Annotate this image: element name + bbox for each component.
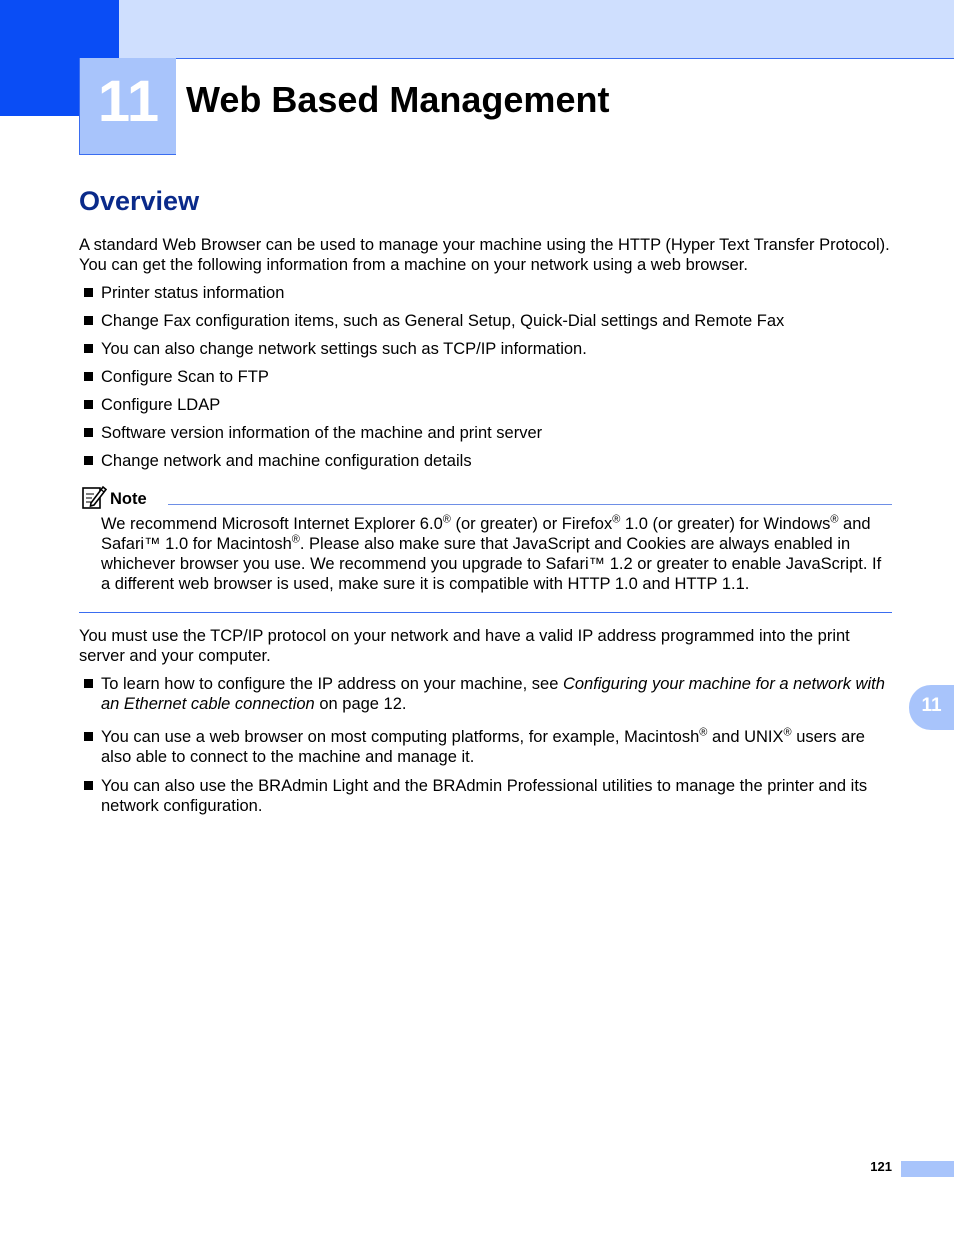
bullet-square-icon xyxy=(84,456,93,465)
list-item-text: You can use a web browser on most computing platforms, for example, Macintosh® and UNIX® users are also able to connect to the machine and manage it. xyxy=(101,726,865,766)
list-item-text: You can also use the BRAdmin Light and the BRAdmin Professional utilities to manage the printer and its network configuration. xyxy=(101,777,868,815)
feature-list-item xyxy=(84,283,892,303)
bullet-square-icon xyxy=(84,372,93,381)
list-item-text: Printer status information xyxy=(101,284,285,302)
bullet-square-icon xyxy=(84,428,93,437)
intro-paragraph: A standard Web Browser can be used to manage your machine using the HTTP (Hyper Text Transfer Protocol). You can get the following information from a machine on your network using a web browser. xyxy=(79,236,890,274)
page-number: 121 xyxy=(870,1159,892,1174)
bullet-square-icon xyxy=(84,781,93,790)
footer-bar xyxy=(901,1161,954,1177)
list-item-text: Configure Scan to FTP xyxy=(101,368,269,386)
list-item xyxy=(84,776,892,816)
bullet-square-icon xyxy=(84,679,93,688)
feature-list-item xyxy=(84,423,892,443)
header-band xyxy=(0,0,954,59)
list-item xyxy=(84,727,892,767)
feature-list-item xyxy=(84,451,892,471)
bullet-square-icon xyxy=(84,400,93,409)
chapter-number-box xyxy=(79,58,176,155)
list-item-text: To learn how to configure the IP address on your machine, see Configuring your machine for a network with an Ethernet cable connection on page 12. xyxy=(101,675,885,713)
note-pencil-icon xyxy=(82,484,107,510)
bullet-square-icon xyxy=(84,344,93,353)
note-body: We recommend Microsoft Internet Explorer 6.0® (or greater) or Firefox® 1.0 (or greater) for Windows® and Safari™ 1.0 for Macintosh®. Please also make sure that JavaScript and Cookies are always enabled in whichever browser you use. We recommend you upgrade to Safari™ 1.2 or greater to enable JavaScript. If a different web browser is used, make sure it is compatible with HTTP 1.0 and HTTP 1.1. xyxy=(101,513,882,593)
note-divider-bottom xyxy=(79,612,892,613)
cross-reference-link[interactable]: Configuring your machine for a network with an Ethernet cable connection xyxy=(101,675,885,713)
note-divider-top xyxy=(168,504,892,505)
chapter-number: 11 xyxy=(97,69,160,134)
note-header xyxy=(82,484,892,514)
bullet-square-icon xyxy=(84,732,93,741)
feature-list-item xyxy=(84,339,892,359)
feature-list-item xyxy=(84,311,892,331)
section-title: Overview xyxy=(79,186,200,216)
feature-list-item xyxy=(84,395,892,415)
chapter-side-tab xyxy=(909,685,954,730)
list-item-text: Software version information of the machine and print server xyxy=(101,424,543,442)
feature-list-item xyxy=(84,367,892,387)
note-label: Note xyxy=(110,490,147,508)
bullet-square-icon xyxy=(84,316,93,325)
list-item-text: Change Fax configuration items, such as General Setup, Quick-Dial settings and Remote Fax xyxy=(101,312,785,330)
tcpip-paragraph: You must use the TCP/IP protocol on your network and have a valid IP address programmed into the print server and your computer. xyxy=(79,627,850,665)
list-item-text: Configure LDAP xyxy=(101,396,221,414)
chapter-title: Web Based Management xyxy=(186,79,610,120)
list-item-text: You can also change network settings such as TCP/IP information. xyxy=(101,340,587,358)
list-item xyxy=(84,674,892,714)
list-item-text: Change network and machine configuration details xyxy=(101,452,472,470)
side-tab-number: 11 xyxy=(921,695,942,716)
bullet-square-icon xyxy=(84,288,93,297)
